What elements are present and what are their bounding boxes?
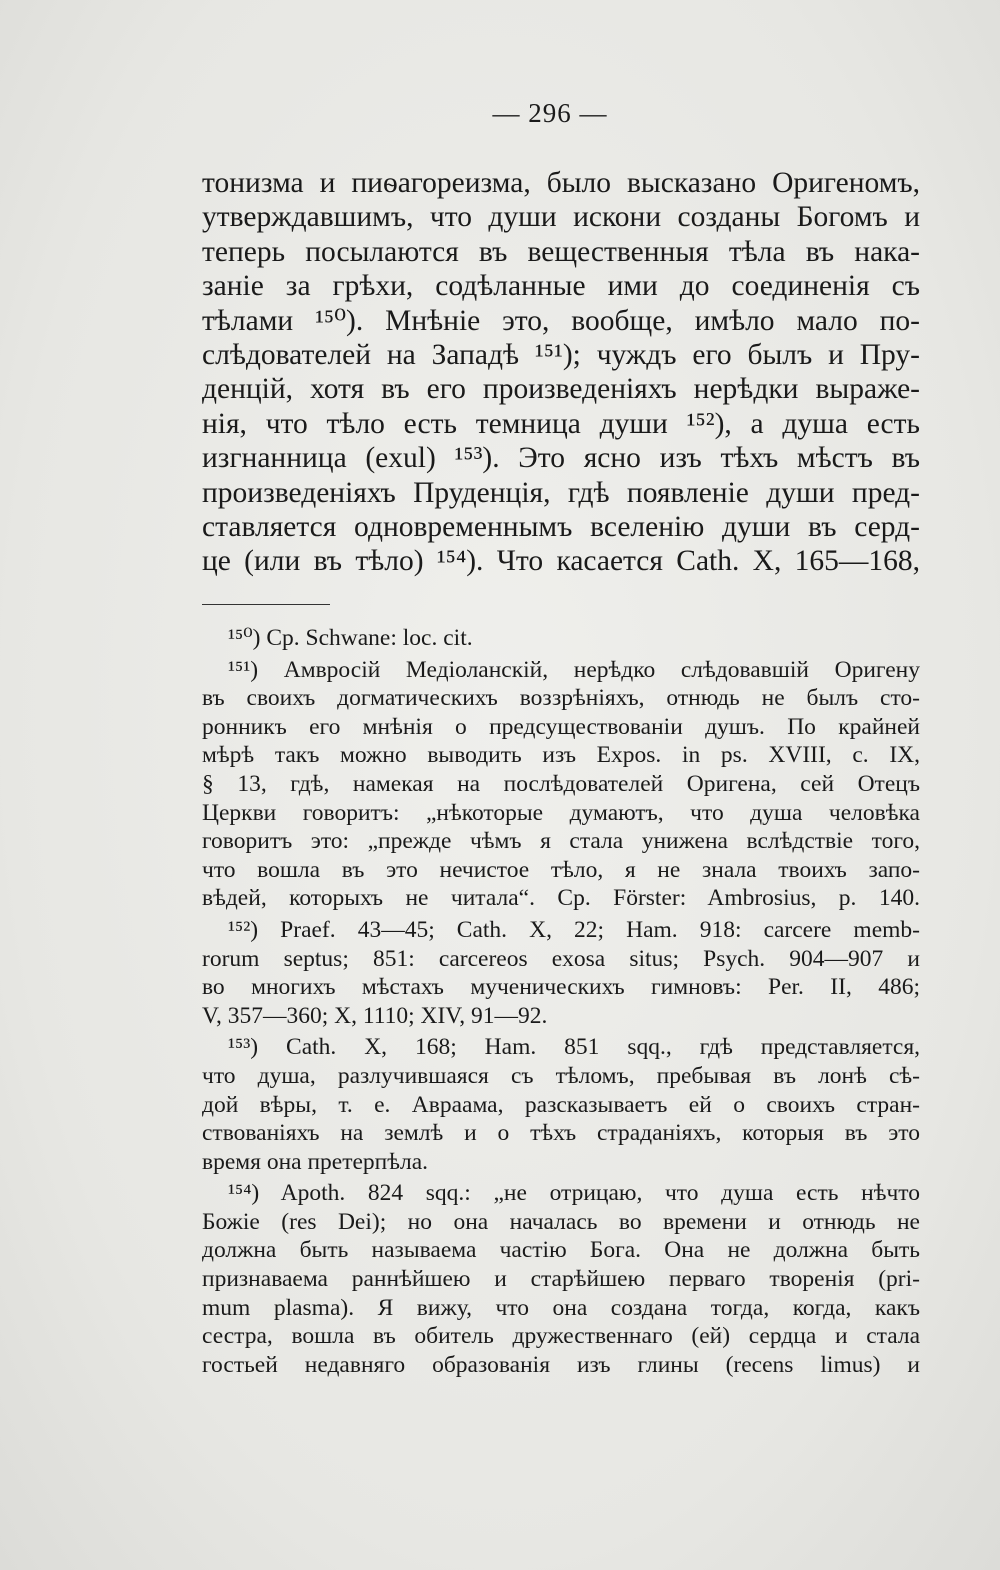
footnote-separator [202, 604, 330, 605]
footnote-line: должна быть называема частію Бога. Она не должна быть [202, 1237, 920, 1264]
footnote-line: что вошла въ это нечистое тѣло, я не знала твоихъ запо- [202, 856, 920, 883]
main-text-line: теперь посылаются въ вещественныя тѣла въ нака- [202, 235, 920, 268]
main-text-line: утверждавшимъ, что души искони созданы Богомъ и [202, 201, 920, 234]
footnote-153 [202, 1033, 920, 1176]
footnote-line: rorum septus; 851: carcereos exosa situs; Psych. 904—907 и [202, 945, 920, 972]
main-text-line: це (или въ тѣло) ¹⁵⁴). Что касается Cath. X, 165—168, [202, 545, 920, 578]
footnote-line: ствованіяхъ на землѣ и о тѣхъ страданіяхъ, которыя въ это [202, 1120, 920, 1147]
footnote-line: ¹⁵³) Cath. X, 168; Ham. 851 sqq., гдѣ представляется, [228, 1034, 920, 1061]
footnote-line: Церкви говоритъ: „нѣкоторые думаютъ, что душа человѣка [202, 799, 920, 826]
main-text-line: нія, что тѣло есть темница души ¹⁵²), а душа есть [202, 407, 920, 440]
footnote-line: mum plasma). Я вижу, что она создана тогда, когда, какъ [202, 1294, 920, 1321]
main-text-line: тѣлами ¹⁵⁰). Мнѣніе это, вообще, имѣло мало по- [202, 304, 920, 337]
footnote-line: въ своихъ догматическихъ воззрѣніяхъ, отнюдь не былъ сто- [202, 685, 920, 712]
footnote-line: признаваема раннѣйшею и старѣйшею перваго творенія (pri- [202, 1266, 920, 1293]
footnote-151 [202, 656, 920, 913]
main-text-line: произведеніяхъ Пруденція, гдѣ появленіе души пред- [202, 476, 920, 509]
page-number: — 296 — [492, 98, 608, 128]
footnotes-block [202, 624, 920, 1379]
main-text-line: слѣдователей на Западѣ ¹⁵¹); чуждъ его былъ и Пру- [202, 338, 920, 371]
footnote-line: ронникъ его мнѣнія о предсуществованіи душъ. По крайней [202, 713, 920, 740]
footnote-150 [202, 624, 920, 653]
footnote-line: вѣдей, которыхъ не читала“. Cp. Förster: Ambrosius, p. 140. [202, 885, 920, 912]
footnote-line: сестра, вошла въ обитель дружественнаго (ей) сердца и стала [202, 1323, 920, 1350]
footnote-line: § 13, гдѣ, намекая на послѣдователей Оригена, сей Отецъ [202, 770, 920, 797]
main-text-line: изгнанница (exul) ¹⁵³). Это ясно изъ тѣхъ мѣстъ въ [202, 442, 920, 475]
footnote-line: V, 357—360; X, 1110; XIV, 91—92. [202, 1002, 548, 1029]
main-text-line: денцій, хотя въ его произведеніяхъ нерѣдки выраже- [202, 373, 920, 406]
footnote-line: время она претерпѣла. [202, 1148, 429, 1175]
footnote-line: Божіе (res Dei); но она началась во времени и отнюдь не [202, 1208, 920, 1235]
footnote-line: ¹⁵²) Praef. 43—45; Cath. X, 22; Ham. 918: carcere memb- [228, 916, 920, 943]
main-text-line: тонизма и пиѳагореизма, было высказано Оригеномъ, [202, 167, 920, 199]
footnote-line: во многихъ мѣстахъ мученическихъ гимновъ: Per. II, 486; [202, 974, 920, 1001]
main-text-line: ставляется одновременнымъ вселенію души въ серд- [202, 510, 920, 543]
footnote-152 [202, 916, 920, 1030]
footnote-line: ¹⁵⁰) Cp. Schwane: loc. cit. [228, 625, 473, 651]
footnote-line: ¹⁵¹) Амвросій Медіоланскій, нерѣдко слѣдовавшій Оригену [228, 656, 920, 683]
footnote-line: что душа, разлучившаяся съ тѣломъ, пребывая въ лонѣ сѣ- [202, 1062, 920, 1089]
footnote-line: ¹⁵⁴) Apoth. 824 sqq.: „не отрицаю, что душа есть нѣчто [228, 1180, 920, 1207]
main-text-block [202, 166, 920, 579]
footnote-line: дой вѣры, т. е. Авраама, разсказываетъ ей о своихъ стран- [202, 1091, 920, 1118]
footnote-line: гостьей недавняго образованія изъ глины (recens limus) и [202, 1351, 920, 1378]
main-text-line: заніе за грѣхи, содѣланные ими до соединенія съ [202, 270, 920, 303]
footnote-line: говоритъ это: „прежде чѣмъ я стала унижена вслѣдствіе того, [202, 828, 920, 855]
footnote-154 [202, 1179, 920, 1379]
footnote-line: мѣрѣ такъ можно выводить изъ Expos. in ps. XVIII, c. IX, [202, 742, 920, 769]
